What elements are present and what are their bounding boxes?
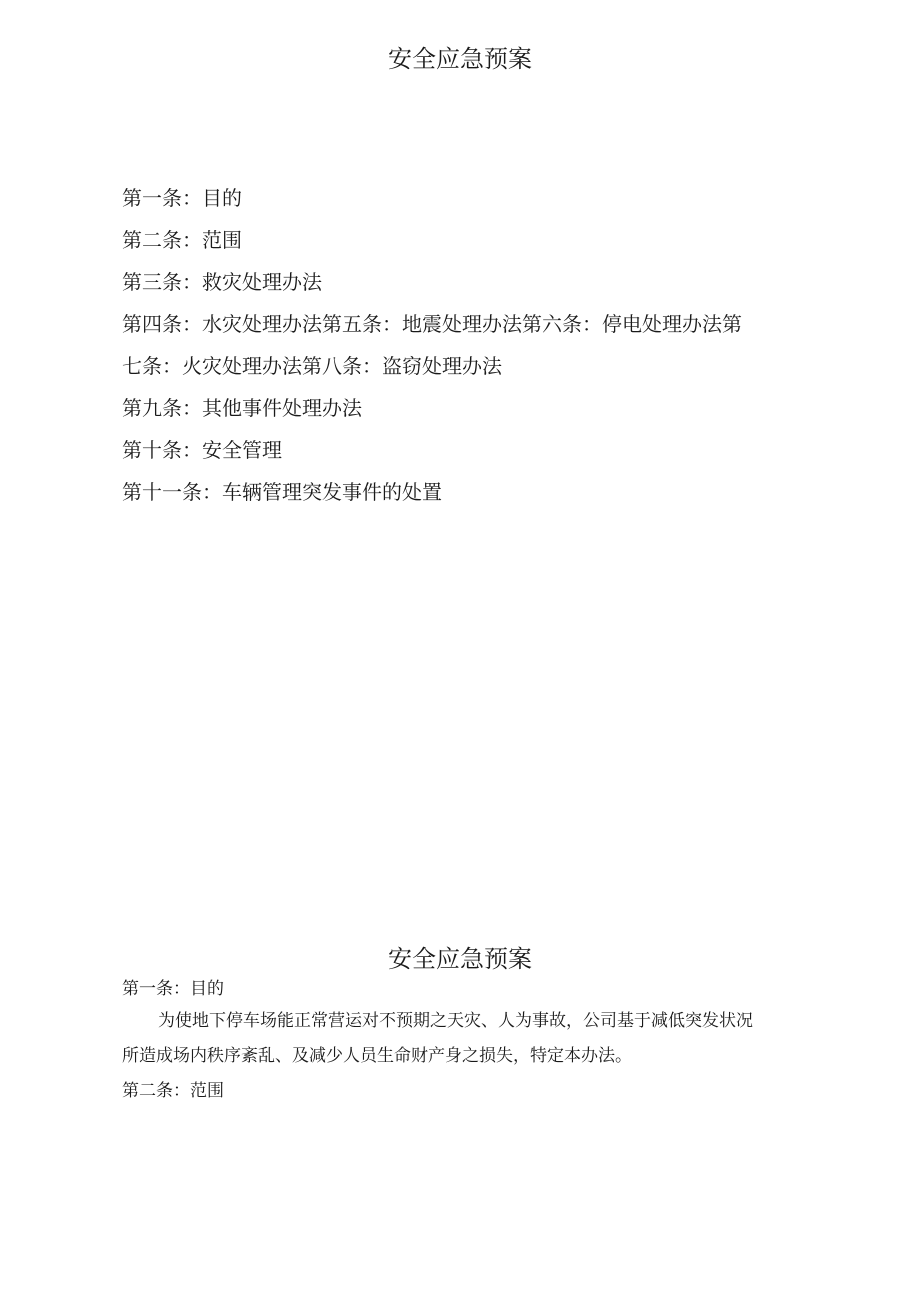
toc-item: 第十条：安全管理 — [122, 438, 282, 462]
section-heading: 第一条：目的 — [122, 979, 224, 999]
toc-item: 第四条：水灾处理办法第五条：地震处理办法第六条：停电处理办法第 — [122, 312, 742, 336]
toc-item: 第九条：其他事件处理办法 — [122, 396, 362, 420]
toc-item: 第一条：目的 — [122, 186, 242, 210]
toc-item: 第二条：范围 — [122, 228, 242, 252]
paragraph — [122, 1004, 812, 1074]
table-of-contents — [122, 177, 812, 513]
toc-item: 第十一条：车辆管理突发事件的处置 — [122, 480, 442, 504]
document-body — [122, 974, 812, 1106]
toc-item: 七条：火灾处理办法第八条：盗窃处理办法 — [122, 354, 502, 378]
section-title: 安全应急预案 — [388, 945, 532, 973]
paragraph-line: 所造成场内秩序紊乱、及减少人员生命财产身之损失，特定本办法。 — [122, 1046, 632, 1066]
toc-item: 第三条：救灾处理办法 — [122, 270, 322, 294]
paragraph-line: 为使地下停车场能正常营运对不预期之天灾、人为事故，公司基于减低突发状况 — [158, 1011, 753, 1031]
section-heading: 第二条：范围 — [122, 1081, 224, 1101]
page-title: 安全应急预案 — [388, 45, 532, 73]
